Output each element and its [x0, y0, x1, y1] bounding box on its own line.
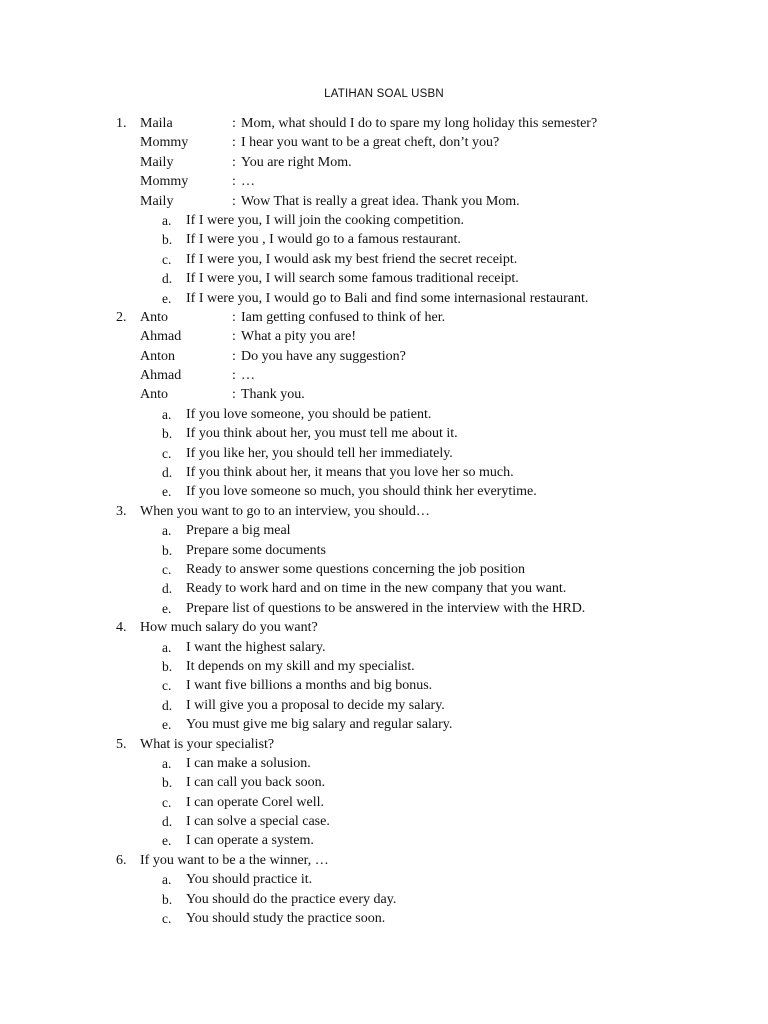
- option-line: [0, 754, 768, 773]
- option-letter: e.: [162, 717, 172, 733]
- colon-separator: :: [232, 135, 236, 151]
- dialog-text: What a pity you are!: [241, 329, 357, 345]
- option-line: [0, 463, 768, 482]
- option-text: If you think about her, it means that you love her so much.: [186, 465, 514, 481]
- option-line: [0, 289, 768, 308]
- option-text: I can make a solusion.: [186, 755, 311, 771]
- option-text: It depends on my skill and my specialist.: [186, 658, 415, 674]
- option-line: [0, 773, 768, 792]
- dialog-text: …: [241, 368, 255, 384]
- option-text: Prepare some documents: [186, 542, 326, 558]
- option-text: I want five billions a months and big bonus.: [186, 678, 433, 694]
- option-letter: d.: [162, 697, 173, 713]
- option-text: Prepare a big meal: [186, 523, 291, 539]
- option-letter: b.: [162, 658, 173, 674]
- option-line: [0, 579, 768, 598]
- question-list: [0, 114, 768, 928]
- option-line: [0, 676, 768, 695]
- option-letter: a.: [162, 212, 172, 228]
- speaker-name: Maily: [140, 154, 174, 170]
- dialog-line: [0, 308, 768, 327]
- option-text: I can solve a special case.: [186, 814, 330, 830]
- option-text: Prepare list of questions to be answered in the interview with the HRD.: [186, 600, 586, 616]
- dialog-line: [0, 133, 768, 152]
- option-text: You should do the practice every day.: [186, 891, 397, 907]
- option-text: You should study the practice soon.: [186, 911, 386, 927]
- option-letter: b.: [162, 542, 173, 558]
- option-line: [0, 444, 768, 463]
- option-letter: c.: [162, 561, 172, 577]
- option-letter: b.: [162, 775, 173, 791]
- option-letter: c.: [162, 911, 172, 927]
- option-letter: d.: [162, 271, 173, 287]
- option-letter: b.: [162, 426, 173, 442]
- question-line: [0, 618, 768, 637]
- option-text: If I were you, I would ask my best friend the secret receipt.: [186, 251, 518, 267]
- page-title: LATIHAN SOAL USBN: [324, 88, 444, 100]
- option-line: [0, 599, 768, 618]
- option-letter: d.: [162, 465, 173, 481]
- option-text: If you like her, you should tell her immediately.: [186, 445, 453, 461]
- dialog-line: [0, 347, 768, 366]
- option-line: [0, 793, 768, 812]
- colon-separator: :: [232, 368, 236, 384]
- option-text: If you love someone, you should be patient.: [186, 406, 432, 422]
- question-number: 3.: [116, 503, 127, 519]
- option-text: You must give me big salary and regular salary.: [186, 717, 453, 733]
- speaker-name: Mommy: [140, 174, 189, 190]
- option-line: [0, 890, 768, 909]
- option-text: I can operate Corel well.: [186, 794, 324, 810]
- dialog-line: [0, 114, 768, 133]
- dialog-text: Mom, what should I do to spare my long holiday this semester?: [241, 116, 598, 131]
- option-letter: e.: [162, 290, 172, 306]
- option-letter: c.: [162, 445, 172, 461]
- colon-separator: :: [232, 329, 236, 345]
- colon-separator: :: [232, 174, 236, 190]
- option-line: [0, 269, 768, 288]
- option-line: [0, 211, 768, 230]
- question-line: [0, 735, 768, 754]
- question-number: 4.: [116, 620, 127, 636]
- option-letter: a.: [162, 872, 172, 888]
- dialog-text: I hear you want to be a great cheft, don’t you?: [241, 135, 500, 151]
- option-letter: e.: [162, 833, 172, 849]
- option-text: If I were you , I would go to a famous restaurant.: [186, 232, 461, 248]
- option-text: If I were you, I will search some famous traditional receipt.: [186, 271, 519, 287]
- option-text: If I were you, I will join the cooking competition.: [186, 212, 464, 228]
- speaker-name: Maily: [140, 193, 174, 209]
- colon-separator: :: [232, 348, 236, 364]
- option-letter: a.: [162, 406, 172, 422]
- speaker-name: Anto: [140, 309, 168, 325]
- speaker-name: Mommy: [140, 135, 189, 151]
- colon-separator: :: [232, 309, 236, 325]
- option-letter: d.: [162, 581, 173, 597]
- option-line: [0, 541, 768, 560]
- option-letter: b.: [162, 232, 173, 248]
- option-text: Ready to answer some questions concerning the job position: [186, 561, 526, 577]
- speaker-name: Anto: [140, 387, 168, 403]
- question-number: 5.: [116, 736, 127, 752]
- option-line: [0, 424, 768, 443]
- option-letter: b.: [162, 891, 173, 907]
- question-number: 6.: [116, 852, 127, 868]
- option-letter: c.: [162, 678, 172, 694]
- option-line: [0, 521, 768, 540]
- option-line: [0, 230, 768, 249]
- option-line: [0, 831, 768, 850]
- dialog-line: [0, 172, 768, 191]
- option-text: If you love someone so much, you should think her everytime.: [186, 484, 537, 500]
- option-line: [0, 638, 768, 657]
- dialog-text: Iam getting confused to think of her.: [241, 309, 446, 325]
- colon-separator: :: [232, 154, 236, 170]
- colon-separator: :: [232, 116, 236, 131]
- speaker-name: Maila: [140, 116, 173, 131]
- option-line: [0, 909, 768, 928]
- question-text: What is your specialist?: [140, 736, 275, 752]
- question-line: [0, 851, 768, 870]
- option-line: [0, 405, 768, 424]
- speaker-name: Ahmad: [140, 368, 182, 384]
- option-line: [0, 250, 768, 269]
- dialog-text: Thank you.: [241, 387, 305, 403]
- dialog-text: Do you have any suggestion?: [241, 348, 406, 364]
- speaker-name: Anton: [140, 348, 175, 364]
- dialog-text: Wow That is really a great idea. Thank you Mom.: [241, 193, 520, 209]
- dialog-text: …: [241, 174, 255, 190]
- question-line: [0, 502, 768, 521]
- question-text: How much salary do you want?: [140, 620, 318, 636]
- option-letter: a.: [162, 523, 172, 539]
- option-text: I can call you back soon.: [186, 775, 326, 791]
- option-line: [0, 715, 768, 734]
- dialog-line: [0, 327, 768, 346]
- option-text: Ready to work hard and on time in the new company that you want.: [186, 581, 567, 597]
- dialog-text: You are right Mom.: [241, 154, 352, 170]
- option-line: [0, 812, 768, 831]
- option-text: You should practice it.: [186, 872, 313, 888]
- option-line: [0, 657, 768, 676]
- option-text: I want the highest salary.: [186, 639, 326, 655]
- option-line: [0, 482, 768, 501]
- option-line: [0, 560, 768, 579]
- option-letter: a.: [162, 639, 172, 655]
- dialog-line: [0, 192, 768, 211]
- dialog-line: [0, 153, 768, 172]
- speaker-name: Ahmad: [140, 329, 182, 345]
- colon-separator: :: [232, 387, 236, 403]
- option-text: I will give you a proposal to decide my salary.: [186, 697, 445, 713]
- option-line: [0, 870, 768, 889]
- option-letter: d.: [162, 814, 173, 830]
- dialog-line: [0, 366, 768, 385]
- question-number: 2.: [116, 309, 127, 325]
- question-text: If you want to be a the winner, …: [140, 852, 329, 868]
- dialog-line: [0, 385, 768, 404]
- colon-separator: :: [232, 193, 236, 209]
- option-letter: c.: [162, 251, 172, 267]
- option-letter: a.: [162, 755, 172, 771]
- option-letter: c.: [162, 794, 172, 810]
- option-text: I can operate a system.: [186, 833, 314, 849]
- question-text: When you want to go to an interview, you should…: [140, 503, 430, 519]
- question-number: 1.: [116, 116, 127, 131]
- option-line: [0, 696, 768, 715]
- option-text: If I were you, I would go to Bali and find some internasional restaurant.: [186, 290, 589, 306]
- option-letter: e.: [162, 600, 172, 616]
- option-text: If you think about her, you must tell me about it.: [186, 426, 458, 442]
- option-letter: e.: [162, 484, 172, 500]
